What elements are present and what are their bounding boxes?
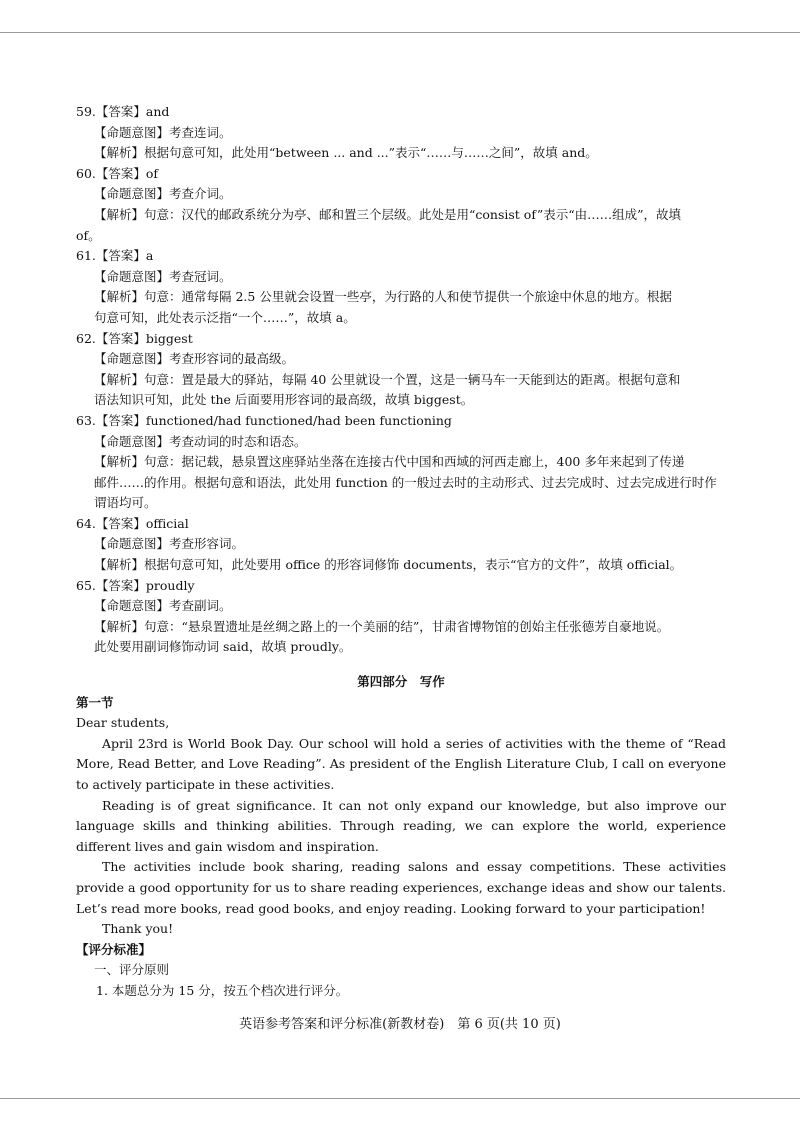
analysis-continued: 语法知识可知，此处 the 后面要用形容词的最高级，故填 biggest。 xyxy=(94,392,474,408)
item-number: 60. xyxy=(76,165,96,181)
analysis-continued: of。 xyxy=(76,227,101,243)
answer-text: 【答案】official xyxy=(95,515,189,531)
item-number: 64. xyxy=(76,515,96,531)
subsection-title: 第一节 xyxy=(76,694,114,710)
item-number: 63. xyxy=(76,412,96,428)
answer-item-59 xyxy=(76,102,726,164)
scoring-rule-1: 1. 本题总分为 15 分，按五个档次进行评分。 xyxy=(96,982,349,998)
answer-text: 【答案】biggest xyxy=(95,330,193,346)
answer-item-64 xyxy=(76,514,726,576)
intent-text: 【命题意图】考查形容词的最高级。 xyxy=(94,351,295,367)
answer-text: 【答案】functioned/had functioned/had been functioning xyxy=(95,412,452,428)
scoring-title: 【评分标准】 xyxy=(76,941,152,957)
bottom-rule xyxy=(0,1098,800,1099)
intent-text: 【命题意图】考查介词。 xyxy=(94,186,232,202)
answer-text: 【答案】proudly xyxy=(95,577,195,593)
answer-text: 【答案】of xyxy=(95,165,159,181)
letter-paragraph: Reading is of great significance. It can not only expand our knowledge, but also improve our language skills and thinking abilities. Through reading, we can explore the world, experience different lives and gain wisdom and inspiration. xyxy=(76,797,726,854)
top-rule xyxy=(0,32,800,33)
letter-closing: Thank you! xyxy=(102,921,174,937)
answer-text: 【答案】a xyxy=(95,248,154,264)
analysis-text: 【解析】句意：通常每隔 2.5 公里就会设置一些亭，为行路的人和使节提供一个旅途中休息的地方。根据 xyxy=(94,289,672,305)
answer-text: 【答案】and xyxy=(95,104,170,119)
analysis-text: 【解析】句意：置是最大的驿站，每隔 40 公里就设一个置，这是一辆马车一天能到达的距离。根据句意和 xyxy=(94,371,681,387)
answer-item-62 xyxy=(76,329,726,411)
intent-text: 【命题意图】考查连词。 xyxy=(94,124,232,140)
item-number: 62. xyxy=(76,330,96,346)
intent-text: 【命题意图】考查动词的时态和语态。 xyxy=(94,433,307,449)
letter-paragraph: April 23rd is World Book Day. Our school will hold a series of activities with the theme of “Read More, Read Better, and Love Reading”. As president of the English Literature Club, I call on everyone to actively participate in these activities. xyxy=(76,735,726,792)
analysis-text: 【解析】根据句意可知，此处用“between ... and ...”表示“……与……之间”，故填 and。 xyxy=(94,145,598,161)
analysis-continued: 邮件……的作用。根据句意和语法，此处用 function 的一般过去时的主动形式、过去完成时、过去完成进行时作谓语均可。 xyxy=(94,474,717,511)
letter-salutation: Dear students, xyxy=(76,715,170,731)
analysis-text: 【解析】句意：据记载，悬泉置这座驿站坐落在连接古代中国和西域的河西走廊上，400 多年来起到了传递 xyxy=(94,454,685,470)
answer-item-61 xyxy=(76,246,726,328)
analysis-text: 【解析】句意：“悬泉置遗址是丝绸之路上的一个美丽的结”，甘肃省博物馆的创始主任张德芳自豪地说。 xyxy=(94,618,670,634)
answer-item-60 xyxy=(76,164,726,246)
analysis-continued: 此处要用副词修饰动词 said，故填 proudly。 xyxy=(94,639,352,655)
answer-item-65 xyxy=(76,576,726,658)
analysis-text: 【解析】根据句意可知，此处要用 office 的形容词修饰 documents，表示“官方的文件”，故填 official。 xyxy=(94,557,683,573)
letter-paragraph: The activities include book sharing, reading salons and essay competitions. These activities provide a good opportunity for us to share reading experiences, exchange ideas and show our talents. Let’s read more books, read good books, and enjoy reading. Looking forward to your participation! xyxy=(76,859,726,916)
scoring-principle: 一、评分原则 xyxy=(94,962,170,978)
sample-letter xyxy=(76,713,726,940)
intent-text: 【命题意图】考查形容词。 xyxy=(94,536,245,552)
page-content xyxy=(76,102,726,1002)
page-footer: 英语参考答案和评分标准(新教材卷) 第 6 页(共 10 页) xyxy=(239,1017,561,1032)
item-number: 65. xyxy=(76,577,96,593)
item-number: 61. xyxy=(76,248,96,264)
intent-text: 【命题意图】考查冠词。 xyxy=(94,268,232,284)
section-title: 第四部分 写作 xyxy=(357,674,445,690)
item-number: 59. xyxy=(76,104,96,119)
answer-item-63 xyxy=(76,411,726,514)
analysis-continued: 句意可知，此处表示泛指“一个……”，故填 a。 xyxy=(94,309,356,325)
analysis-text: 【解析】句意：汉代的邮政系统分为亭、邮和置三个层级。此处是用“consist of”表示“由……组成”，故填 xyxy=(94,206,682,222)
intent-text: 【命题意图】考查副词。 xyxy=(94,598,232,614)
